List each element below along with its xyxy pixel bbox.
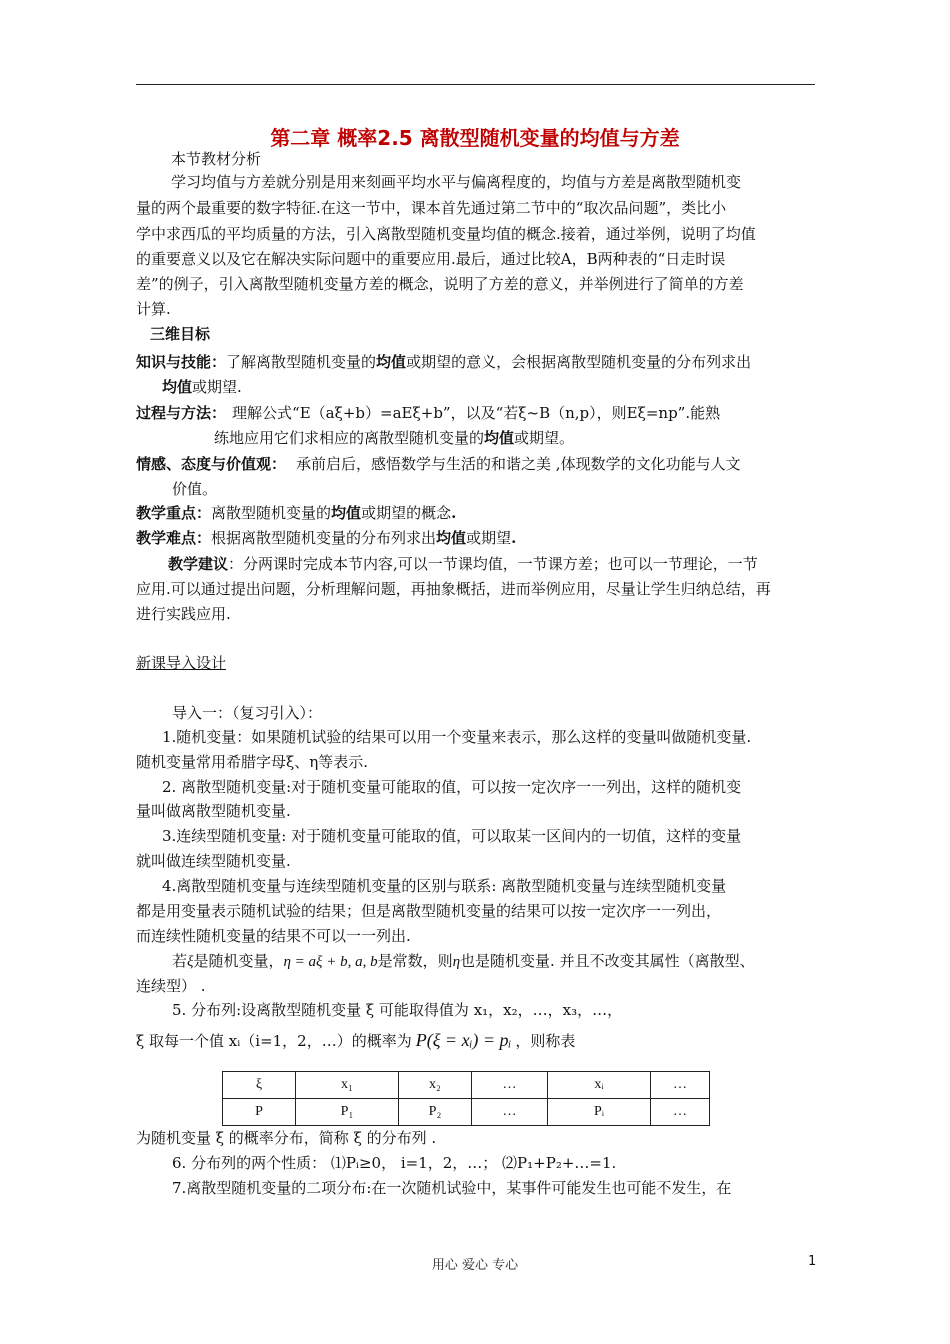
text: ，则称表 xyxy=(515,1032,576,1050)
analysis-line: 计算. xyxy=(136,300,171,318)
table-cell: … xyxy=(651,1099,710,1126)
table-cell: P₁ xyxy=(296,1099,399,1126)
table-cell: … xyxy=(472,1072,548,1099)
table-row xyxy=(223,1072,710,1099)
table-row xyxy=(223,1099,710,1126)
table-cell: … xyxy=(472,1099,548,1126)
table-cell: x₁ xyxy=(296,1072,399,1099)
goal-text: 根据离散型随机变量的分布列求出 xyxy=(211,529,437,547)
footer-text: 用心 爱心 专心 xyxy=(431,1258,519,1273)
table-cell: … xyxy=(651,1072,710,1099)
table-cell: xᵢ xyxy=(548,1072,651,1099)
suggestion-line: 应用.可以通过提出问题，分析理解问题，再抽象概括，进而举例应用，尽量让学生归纳总结，再 xyxy=(136,580,771,598)
intro-item: 4.离散型随机变量与连续型随机变量的区别与联系: 离散型随机变量与连续型随机变量 xyxy=(162,877,727,895)
header-rule xyxy=(136,84,815,85)
goal-emotion: 情感、态度与价值观： 承前启后，感悟数学与生活的和谐之美 ,体现数学的文化功能与人文 xyxy=(136,455,741,473)
goal-emphasis: 均值 xyxy=(331,504,362,522)
goal-emphasis: 均值 xyxy=(162,378,193,396)
analysis-line: 的重要意义以及它在解决实际问题中的重要应用.最后，通过比较A，B两种表的“日走时误 xyxy=(136,250,726,268)
goal-process: 过程与方法： 理解公式“E（aξ+b）=aEξ+b”，以及“若ξ~B（n,p），则Eξ=np”.能熟 xyxy=(136,404,721,422)
text: 若 xyxy=(172,952,188,970)
table-cell: P₂ xyxy=(399,1099,472,1126)
distribution-table xyxy=(222,1071,710,1126)
after-table: 为随机变量 ξ 的概率分布，简称 ξ 的分布列 . xyxy=(136,1129,437,1147)
goals-heading: 三维目标 xyxy=(150,325,211,343)
intro-item: 就叫做连续型随机变量. xyxy=(136,852,291,870)
analysis-line: 差”的例子，引入离散型随机变量方差的概念，说明了方差的意义，并举例进行了简单的方差 xyxy=(136,275,744,293)
intro-item: 3.连续型随机变量: 对于随机变量可能取的值，可以取某一区间内的一切值，这样的变量 xyxy=(162,827,742,845)
table-cell: ξ xyxy=(223,1072,296,1099)
transform-line-cont: 连续型） . xyxy=(136,977,206,995)
intro-lead: 导入一：（复习引入）： xyxy=(172,704,323,722)
goal-emotion-cont: 价值。 xyxy=(172,480,218,498)
goal-label: 情感、态度与价值观 xyxy=(136,455,272,473)
analysis-heading: 本节教材分析 xyxy=(171,150,262,168)
math-symbol: η xyxy=(452,954,461,970)
math-formula: P(ξ = xᵢ) = pᵢ xyxy=(415,1030,512,1050)
goal-emphasis: 均值 xyxy=(376,353,407,371)
goal-text: 分两课时完成本节内容,可以一节课均值，一节课方差；也可以一节理论，一节 xyxy=(243,555,758,573)
goal-text: 或期望。 xyxy=(514,429,575,447)
goal-text: 或期望 xyxy=(466,529,512,547)
goal-text: 离散型随机变量的 xyxy=(211,504,332,522)
intro-heading: 新课导入设计 xyxy=(136,654,227,672)
teaching-key: 教学重点：离散型随机变量的均值或期望的概念. xyxy=(136,504,457,522)
table-cell: P xyxy=(223,1099,296,1126)
goal-process-cont xyxy=(214,428,574,448)
goal-knowledge-cont xyxy=(162,377,242,397)
page-number: 1 xyxy=(808,1254,817,1269)
intro-item: 而连续性随机变量的结果不可以一一列出. xyxy=(136,927,411,945)
teaching-difficult: 教学难点：根据离散型随机变量的分布列求出均值或期望. xyxy=(136,529,517,547)
goal-text: . xyxy=(451,504,457,522)
goal-knowledge: 知识与技能：了解离散型随机变量的均值或期望的意义，会根据离散型随机变量的分布列求出 xyxy=(136,353,752,371)
goal-text: 承前启后，感悟数学与生活的和谐之美 ,体现数学的文化功能与人文 xyxy=(296,455,741,473)
text: 是常数，则 xyxy=(377,952,453,970)
goal-emphasis: 均值 xyxy=(436,529,467,547)
analysis-line: 学习均值与方差就分别是用来刻画平均水平与偏离程度的，均值与方差是离散型随机变 xyxy=(171,173,742,191)
intro-item: 随机变量常用希腊字母ξ、η等表示. xyxy=(136,753,369,771)
goal-text: 或期望. xyxy=(192,378,242,396)
dist-line xyxy=(136,1030,575,1051)
analysis-line: 学中求西瓜的平均质量的方法，引入离散型随机变量均值的概念.接着，通过举例，说明了均值 xyxy=(136,225,756,243)
page-title: 第二章 概率2.5 离散型随机变量的均值与方差 xyxy=(270,126,680,150)
table-cell: Pᵢ xyxy=(548,1099,651,1126)
properties-line: 6. 分布列的两个性质： ⑴Pᵢ≥0， i=1，2，…； ⑵P₁+P₂+…=1. xyxy=(172,1154,617,1172)
goal-label: 教学重点 xyxy=(136,504,197,522)
math-symbol: ξ xyxy=(187,954,194,970)
table-cell: x₂ xyxy=(399,1072,472,1099)
goal-label: 过程与方法 xyxy=(136,404,212,422)
intro-item: 2. 离散型随机变量:对于随机变量可能取的值，可以按一定次序一一列出，这样的随机变 xyxy=(162,778,742,796)
goal-emphasis: 均值 xyxy=(484,429,515,447)
text: 也是随机变量. 并且不改变其属性（离散型、 xyxy=(460,952,755,970)
goal-text: 或期望的概念 xyxy=(361,504,452,522)
intro-item: 1.随机变量：如果随机试验的结果可以用一个变量来表示，那么这样的变量叫做随机变量. xyxy=(162,728,752,746)
text: ξ 取每一个值 xᵢ（i=1，2，…）的概率为 xyxy=(136,1032,412,1050)
goal-label: 教学建议 xyxy=(168,555,229,573)
dist-line: 5. 分布列:设离散型随机变量 ξ 可能取得值为 x₁，x₂，…，x₃，…， xyxy=(172,1001,623,1019)
text: 是随机变量， xyxy=(193,952,284,970)
suggestion-line: 进行实践应用. xyxy=(136,605,231,623)
transform-line xyxy=(172,951,755,972)
intro-item: 量叫做离散型随机变量. xyxy=(136,802,291,820)
goal-label: 教学难点 xyxy=(136,529,197,547)
math-formula: η = aξ + b, a, b xyxy=(283,954,378,970)
goal-label: 知识与技能 xyxy=(136,353,212,371)
goal-text: 了解离散型随机变量的 xyxy=(226,353,377,371)
goal-text: 理解公式“E（aξ+b）=aEξ+b”，以及“若ξ~B（n,p），则Eξ=np”.能熟 xyxy=(232,404,721,422)
goal-text: 或期望的意义，会根据离散型随机变量的分布列求出 xyxy=(406,353,752,371)
binomial-line: 7.离散型随机变量的二项分布:在一次随机试验中，某事件可能发生也可能不发生，在 xyxy=(172,1179,732,1197)
goal-text: . xyxy=(511,529,517,547)
goal-text: 练地应用它们求相应的离散型随机变量的 xyxy=(214,429,485,447)
analysis-line: 量的两个最重要的数字特征.在这一节中，课本首先通过第二节中的“取次品问题”，类比小 xyxy=(136,199,727,217)
intro-item: 都是用变量表示随机试验的结果；但是离散型随机变量的结果可以按一定次序一一列出， xyxy=(136,902,722,920)
teaching-suggestion: 教学建议：分两课时完成本节内容,可以一节课均值，一节课方差；也可以一节理论，一节 xyxy=(168,555,758,573)
